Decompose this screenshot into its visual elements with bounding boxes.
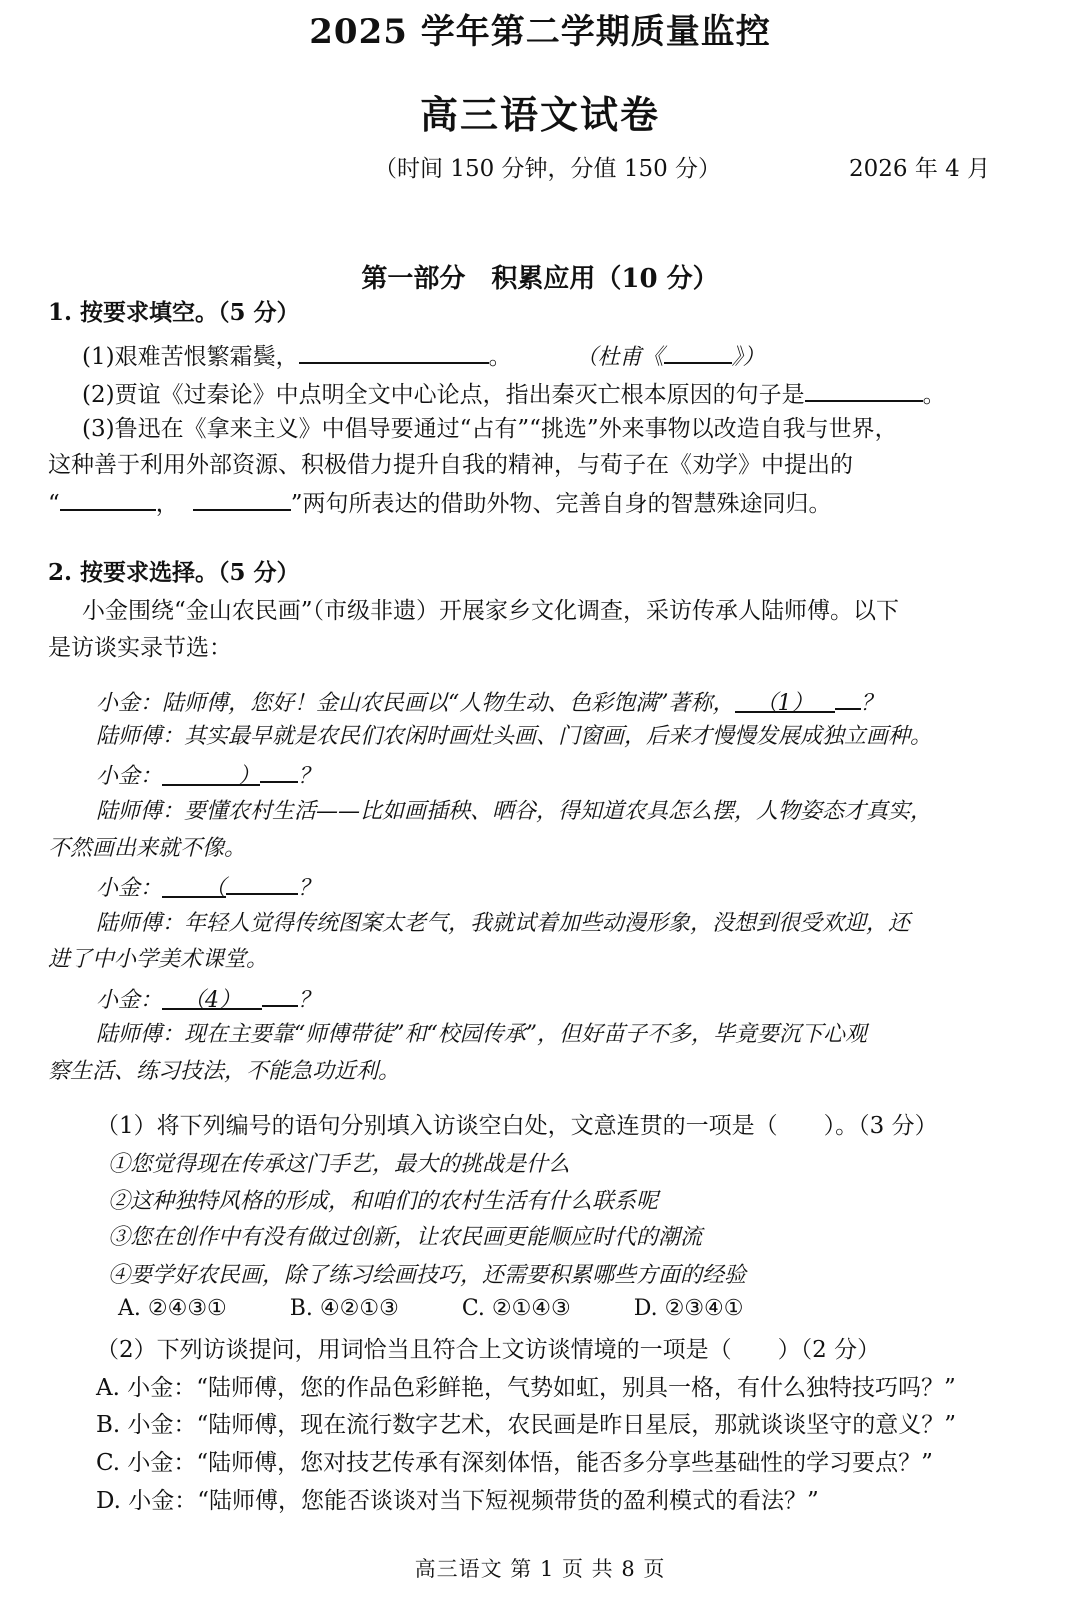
- dialogue-line: 察生活、练习技法，不能急功近利。: [48, 1059, 401, 1084]
- answer-blank[interactable]: [805, 378, 923, 402]
- sentence-2: ②这种独特风格的形成，和咱们的农村生活有什么联系呢: [108, 1189, 659, 1214]
- answer-blank: [835, 686, 861, 710]
- interview-blank-3[interactable]: （: [162, 874, 226, 898]
- dialogue-line: 陆师傅：年轻人觉得传统图案太老气，我就试着加些动漫形象，没想到很受欢迎，还: [96, 911, 911, 936]
- q2-intro-line2: 是访谈实录节选：: [48, 635, 232, 661]
- answer-blank: [262, 983, 298, 1007]
- option-a[interactable]: A. ②④③①: [118, 1296, 227, 1321]
- choice-c[interactable]: C. 小金：“陆师傅，您对技艺传承有深刻体悟，能否多分享些基础性的学习要点？”: [96, 1450, 933, 1476]
- sub-question-2: （2）下列访谈提问，用词恰当且符合上文访谈情境的一项是（ ）（2 分）: [96, 1337, 881, 1363]
- time-info: （时间 150 分钟，分值 150 分）: [374, 156, 722, 182]
- exam-title: 2025 学年第二学期质量监控: [309, 12, 771, 52]
- exam-subtitle: 高三语文试卷: [419, 92, 660, 137]
- option-d[interactable]: D. ②③④①: [633, 1296, 744, 1321]
- dialogue-line: 陆师傅：要懂农村生活——比如画插秧、晒谷，得知道农具怎么摆，人物姿态才真实，: [96, 799, 933, 824]
- option-c[interactable]: C. ②①④③: [461, 1296, 571, 1321]
- page-footer: 高三语文 第 1 页 共 8 页: [414, 1557, 666, 1581]
- dialogue-line: 陆师傅：其实最早就是农民们农闲时画灶头画、门窗画，后来才慢慢发展成独立画种。: [96, 724, 933, 749]
- answer-blank[interactable]: [193, 487, 291, 511]
- answer-blank: [226, 871, 298, 895]
- q1-item3-line1: (3)鲁迅在《拿来主义》中倡导要通过“占有”“挑选”外来事物以改造自我与世界，: [82, 416, 898, 442]
- dialogue-line: 小金： ） ？: [96, 759, 1080, 792]
- q1-title: 1. 按要求填空。（5 分）: [48, 299, 300, 326]
- section-title: 第一部分 积累应用（10 分）: [361, 264, 719, 294]
- interview-blank-2[interactable]: ）: [162, 762, 260, 786]
- exam-date: 2026 年 4 月: [849, 156, 991, 182]
- q1-item1: (1)艰难苦恨繁霜鬓， 。 （杜甫《 》）: [82, 340, 1080, 373]
- option-b[interactable]: B. ④②①③: [289, 1296, 399, 1321]
- dialogue-line: 陆师傅：现在主要靠“师傅带徒”和“校园传承”，但好苗子不多，毕竟要沉下心观: [96, 1022, 867, 1047]
- sub-question-1: （1）将下列编号的语句分别填入访谈空白处，文意连贯的一项是（ ）。（3 分）: [96, 1113, 938, 1139]
- answer-blank[interactable]: [299, 340, 489, 364]
- q2-intro-line1: 小金围绕“金山农民画”（市级非遗）开展家乡文化调查，采访传承人陆师傅。以下: [82, 598, 900, 624]
- choice-d[interactable]: D. 小金：“陆师傅，您能否谈谈对当下短视频带货的盈利模式的看法？”: [96, 1488, 819, 1514]
- answer-blank[interactable]: [664, 340, 732, 364]
- answer-options: [118, 1296, 799, 1321]
- q1-item3-line3: “ ， ”两句所表达的借助外物、完善自身的智慧殊途同归。: [48, 487, 1048, 519]
- q2-title: 2. 按要求选择。（5 分）: [48, 559, 300, 586]
- choice-a[interactable]: A. 小金：“陆师傅，您的作品色彩鲜艳，气势如虹，别具一格，有什么独特技巧吗？”: [96, 1375, 956, 1401]
- choice-b[interactable]: B. 小金：“陆师傅，现在流行数字艺术，农民画是昨日星辰，那就谈谈坚守的意义？”: [96, 1412, 957, 1438]
- sentence-1: ①您觉得现在传承这门手艺，最大的挑战是什么: [108, 1152, 571, 1177]
- answer-blank: [260, 759, 298, 783]
- dialogue-line: 进了中小学美术课堂。: [48, 947, 269, 972]
- sentence-3: ③您在创作中有没有做过创新，让农民画更能顺应时代的潮流: [108, 1225, 703, 1250]
- dialogue-line: 小金： （4） ？: [96, 983, 1080, 1016]
- dialogue-line: 不然画出来就不像。: [48, 836, 247, 861]
- answer-blank[interactable]: [60, 487, 156, 511]
- interview-blank-4[interactable]: （4）: [162, 986, 262, 1010]
- dialogue-line: 小金：陆师傅，您好！金山农民画以“人物生动、色彩饱满”著称， （1） ？: [96, 686, 1080, 719]
- interview-blank-1[interactable]: （1）: [735, 689, 835, 713]
- q1-item2: (2)贾谊《过秦论》中点明全文中心论点，指出秦灭亡根本原因的句子是 。: [82, 378, 1080, 410]
- q1-item3-line2: 这种善于利用外部资源、积极借力提升自我的精神，与荀子在《劝学》中提出的: [48, 452, 853, 478]
- sentence-4: ④要学好农民画，除了练习绘画技巧，还需要积累哪些方面的经验: [108, 1263, 747, 1288]
- dialogue-line: 小金： （ ？: [96, 871, 1080, 904]
